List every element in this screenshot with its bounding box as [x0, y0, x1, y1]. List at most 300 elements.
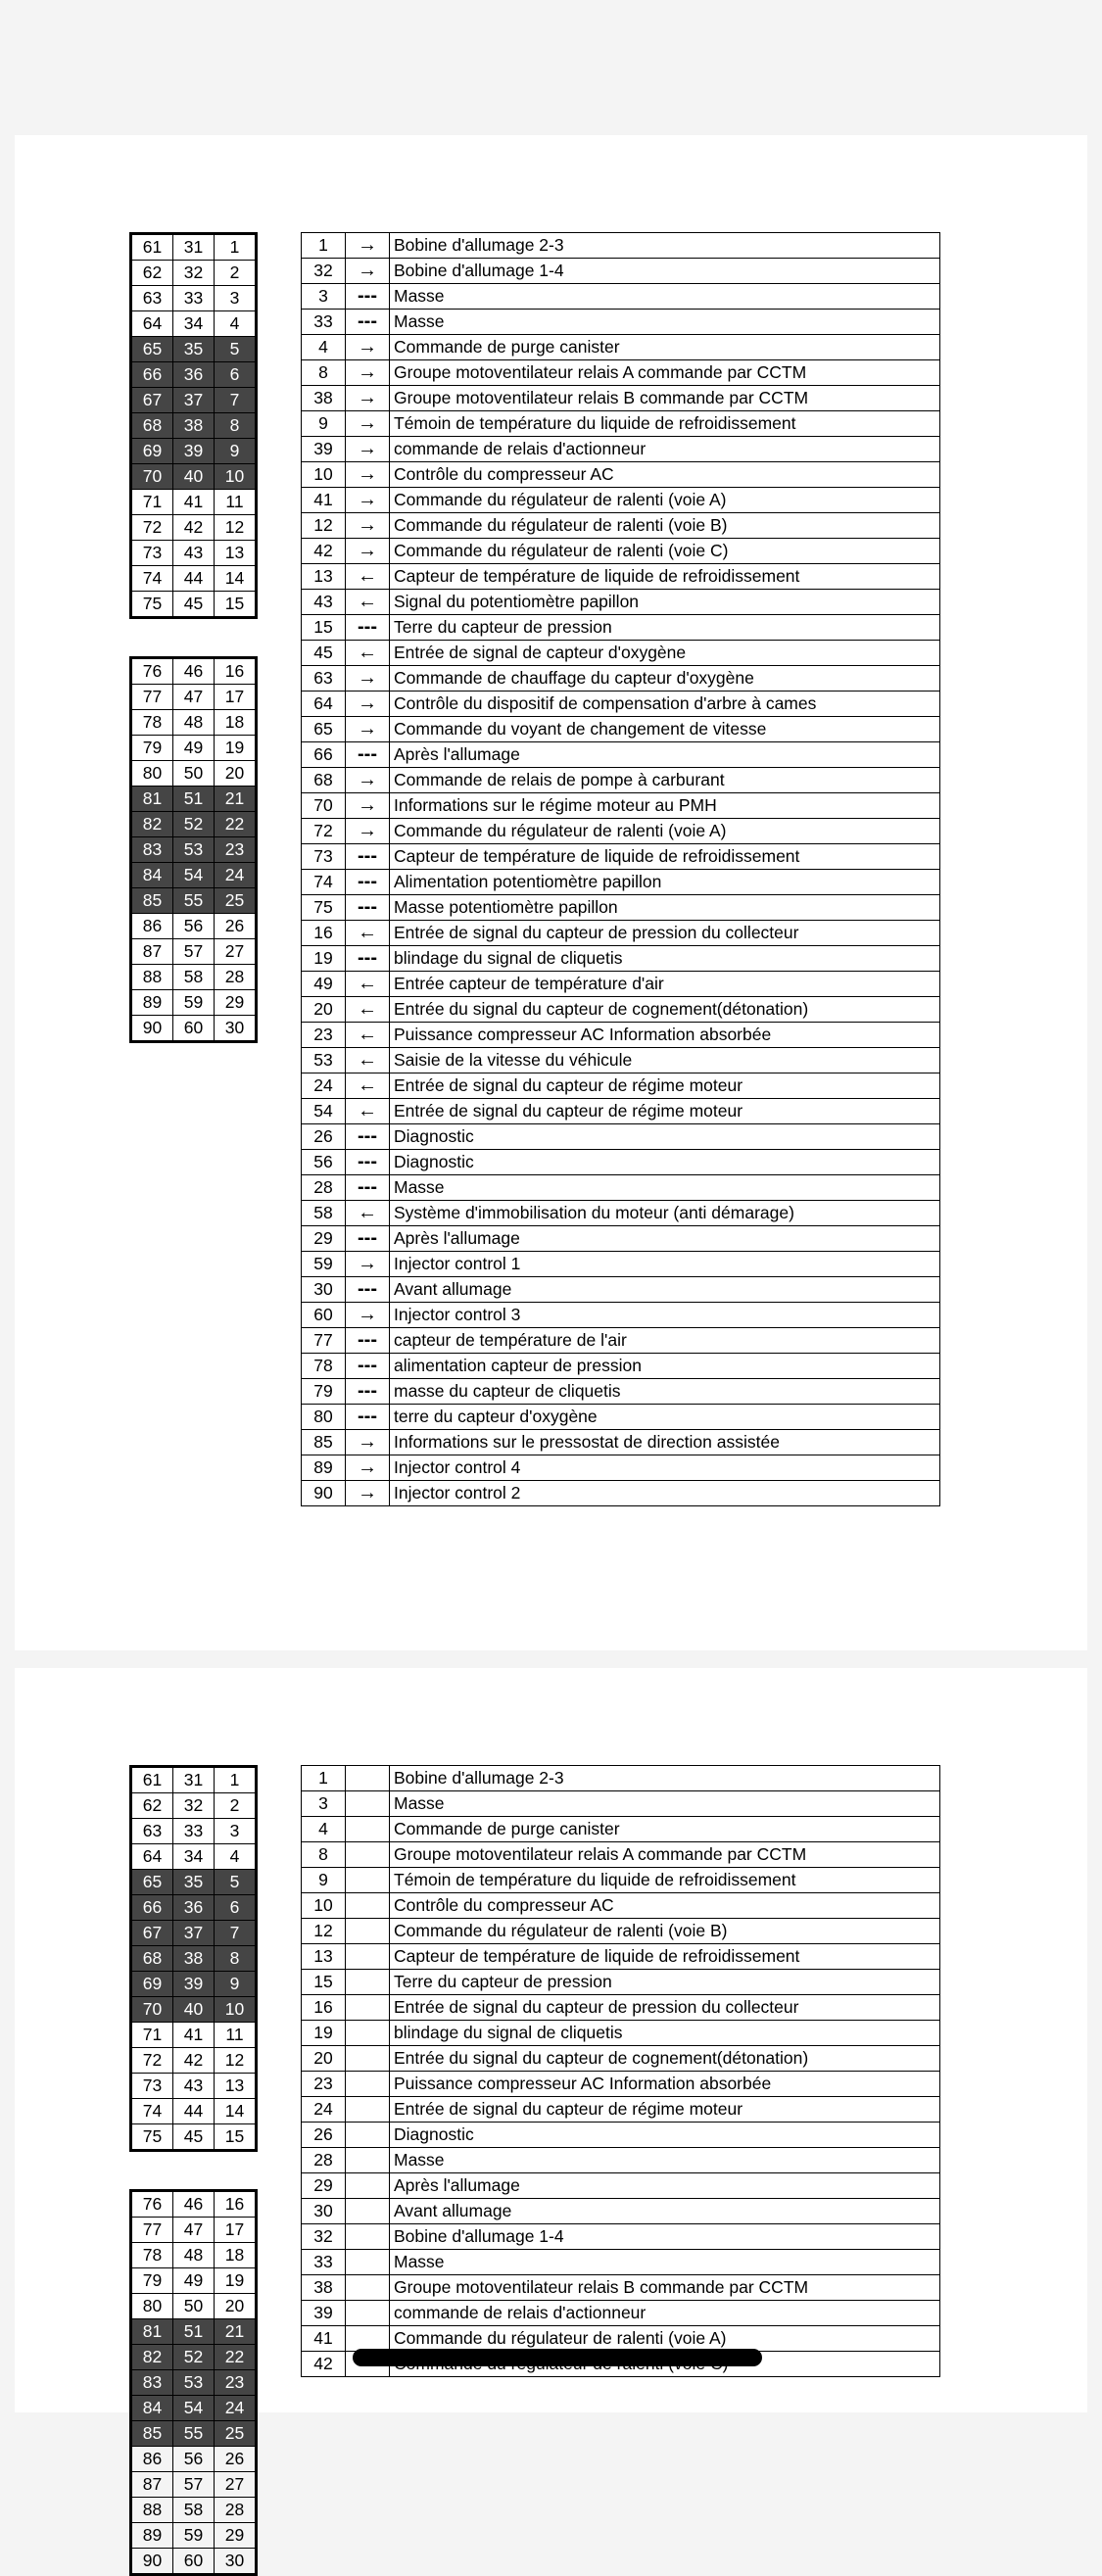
signal-direction-cell: ← — [346, 1023, 390, 1048]
pin-description-cell: blindage du signal de cliquetis — [390, 946, 940, 972]
pin-number-cell: 21 — [215, 2319, 257, 2345]
pin-number-cell: 25 — [215, 2421, 257, 2447]
pin-number-cell: 60 — [173, 1016, 215, 1042]
pin-function-table-sorted — [301, 1765, 940, 2377]
signal-direction-cell: --- — [346, 895, 390, 921]
pin-number-cell: 15 — [215, 592, 257, 618]
signal-direction-cell — [346, 2250, 390, 2275]
pin-number-cell: 47 — [173, 2218, 215, 2243]
signal-direction-cell: --- — [346, 310, 390, 335]
pin-description-cell: Témoin de température du liquide de refroidissement — [390, 411, 940, 437]
signal-direction-cell: → — [346, 819, 390, 844]
pin-number-cell: 41 — [302, 2326, 346, 2352]
pin-number-cell: 43 — [302, 590, 346, 615]
pin-number-cell: 24 — [302, 1073, 346, 1099]
pin-number-cell: 54 — [173, 2396, 215, 2421]
pin-number-cell: 4 — [215, 311, 257, 337]
table-row — [302, 2301, 940, 2326]
pin-number-cell: 49 — [173, 2268, 215, 2294]
pin-row — [131, 2447, 257, 2472]
table-row — [302, 1919, 940, 1944]
table-row — [302, 2199, 940, 2224]
pin-row — [131, 464, 257, 490]
pin-number-cell: 85 — [131, 888, 173, 914]
connector-pin-grid-bottom — [129, 2189, 258, 2576]
pin-number-cell: 76 — [131, 2191, 173, 2218]
pin-description-cell: Bobine d'allumage 1-4 — [390, 259, 940, 284]
pin-row — [131, 939, 257, 965]
table-row — [302, 1405, 940, 1430]
signal-direction-cell: --- — [346, 1354, 390, 1379]
pin-number-cell: 58 — [173, 965, 215, 990]
pin-number-cell: 8 — [302, 360, 346, 386]
signal-direction-cell — [346, 1944, 390, 1970]
pin-row — [131, 1946, 257, 1972]
pin-number-cell: 24 — [302, 2097, 346, 2123]
pin-number-cell: 19 — [215, 2268, 257, 2294]
pin-description-cell: Diagnostic — [390, 1124, 940, 1150]
pin-description-cell: Commande du régulateur de ralenti (voie B) — [390, 1919, 940, 1944]
pin-number-cell: 29 — [215, 990, 257, 1016]
signal-direction-cell — [346, 2021, 390, 2046]
table-row — [302, 1766, 940, 1791]
signal-direction-cell — [346, 2123, 390, 2148]
signal-direction-cell — [346, 1766, 390, 1791]
table-row — [302, 844, 940, 870]
pin-number-cell: 51 — [173, 2319, 215, 2345]
pin-description-cell: Masse — [390, 1791, 940, 1817]
signal-direction-cell: → — [346, 462, 390, 488]
pin-description-cell: Entrée de signal du capteur de régime moteur — [390, 1073, 940, 1099]
signal-direction-cell: → — [346, 539, 390, 564]
pin-number-cell: 33 — [302, 2250, 346, 2275]
pin-number-cell: 33 — [173, 1819, 215, 1844]
signal-direction-cell: --- — [346, 1405, 390, 1430]
pin-number-cell: 26 — [215, 914, 257, 939]
signal-direction-cell: → — [346, 1430, 390, 1455]
table-row — [302, 310, 940, 335]
pin-description-cell: Entrée de signal du capteur de pression du collecteur — [390, 1995, 940, 2021]
pin-number-cell: 72 — [131, 2048, 173, 2074]
pin-description-cell: Entrée du signal du capteur de cognement(détonation) — [390, 2046, 940, 2072]
pin-number-cell: 11 — [215, 2023, 257, 2048]
pin-number-cell: 10 — [215, 464, 257, 490]
pin-number-cell: 43 — [173, 541, 215, 566]
pin-number-cell: 3 — [302, 284, 346, 310]
signal-direction-cell: ← — [346, 997, 390, 1023]
pin-description-cell: Après l'allumage — [390, 2173, 940, 2199]
pin-number-cell: 10 — [302, 1893, 346, 1919]
table-row — [302, 2224, 940, 2250]
pin-description-cell: Commande du voyant de changement de vitesse — [390, 717, 940, 742]
table-row — [302, 1842, 940, 1868]
signal-direction-cell — [346, 2097, 390, 2123]
pin-row — [131, 1793, 257, 1819]
table-row — [302, 615, 940, 641]
pin-number-cell: 20 — [302, 997, 346, 1023]
pin-number-cell: 29 — [215, 2523, 257, 2549]
table-row — [302, 539, 940, 564]
pin-number-cell: 6 — [215, 1895, 257, 1921]
pin-number-cell: 74 — [131, 566, 173, 592]
pin-number-cell: 43 — [173, 2074, 215, 2099]
pin-number-cell: 47 — [173, 685, 215, 710]
pin-number-cell: 32 — [173, 1793, 215, 1819]
table-row — [302, 819, 940, 844]
pin-description-cell: Entrée de signal de capteur d'oxygène — [390, 641, 940, 666]
pin-number-cell: 51 — [173, 787, 215, 812]
pin-row — [131, 1016, 257, 1042]
pin-description-cell: Puissance compresseur AC Information absorbée — [390, 1023, 940, 1048]
signal-direction-cell: ← — [346, 1073, 390, 1099]
pin-row — [131, 658, 257, 685]
pin-row — [131, 736, 257, 761]
connector-pin-grid-top — [129, 232, 258, 619]
pin-number-cell: 1 — [215, 1767, 257, 1793]
table-row — [302, 742, 940, 768]
pin-description-cell: Masse — [390, 1175, 940, 1201]
pin-description-cell: Capteur de température de liquide de refroidissement — [390, 1944, 940, 1970]
pin-number-cell: 69 — [131, 1972, 173, 1997]
pin-number-cell: 36 — [173, 1895, 215, 1921]
pin-number-cell: 88 — [131, 965, 173, 990]
pin-number-cell: 45 — [173, 592, 215, 618]
pin-row — [131, 1972, 257, 1997]
pin-number-cell: 66 — [131, 1895, 173, 1921]
pin-description-cell: Commande de relais de pompe à carburant — [390, 768, 940, 793]
pin-number-cell: 35 — [173, 337, 215, 362]
pin-number-cell: 72 — [302, 819, 346, 844]
pin-number-cell: 5 — [215, 1870, 257, 1895]
pin-description-cell: Entrée du signal du capteur de cognement(détonation) — [390, 997, 940, 1023]
pin-description-cell: Commande de purge canister — [390, 335, 940, 360]
pin-number-cell: 59 — [302, 1252, 346, 1277]
pin-description-cell: Avant allumage — [390, 2199, 940, 2224]
pin-number-cell: 8 — [215, 1946, 257, 1972]
pin-number-cell: 21 — [215, 787, 257, 812]
pin-row — [131, 2421, 257, 2447]
table-row — [302, 1124, 940, 1150]
pin-number-cell: 24 — [215, 863, 257, 888]
pin-description-cell: blindage du signal de cliquetis — [390, 2021, 940, 2046]
pin-number-cell: 89 — [131, 990, 173, 1016]
pin-row — [131, 2294, 257, 2319]
pin-number-cell: 16 — [302, 921, 346, 946]
pin-number-cell: 62 — [131, 1793, 173, 1819]
pin-number-cell: 73 — [302, 844, 346, 870]
pin-number-cell: 87 — [131, 2472, 173, 2498]
pin-number-cell: 86 — [131, 914, 173, 939]
pin-description-cell: Contrôle du dispositif de compensation d'arbre à cames — [390, 692, 940, 717]
pin-number-cell: 12 — [302, 1919, 346, 1944]
pin-description-cell: Injector control 2 — [390, 1481, 940, 1506]
pin-number-cell: 45 — [302, 641, 346, 666]
pin-number-cell: 29 — [302, 1226, 346, 1252]
table-row — [302, 2123, 940, 2148]
signal-direction-cell: ← — [346, 1048, 390, 1073]
signal-direction-cell — [346, 1842, 390, 1868]
pin-number-cell: 39 — [173, 1972, 215, 1997]
pin-number-cell: 70 — [302, 793, 346, 819]
signal-direction-cell: --- — [346, 1226, 390, 1252]
pin-description-cell: Groupe motoventilateur relais A commande par CCTM — [390, 360, 940, 386]
signal-direction-cell: --- — [346, 742, 390, 768]
pin-number-cell: 80 — [131, 761, 173, 787]
pin-number-cell: 18 — [215, 2243, 257, 2268]
table-row — [302, 411, 940, 437]
signal-direction-cell: --- — [346, 615, 390, 641]
signal-direction-cell: → — [346, 386, 390, 411]
pin-description-cell: Système d'immobilisation du moteur (anti démarage) — [390, 1201, 940, 1226]
pin-number-cell: 90 — [302, 1481, 346, 1506]
pin-number-cell: 78 — [302, 1354, 346, 1379]
pin-number-cell: 77 — [302, 1328, 346, 1354]
pin-row — [131, 2549, 257, 2575]
pin-number-cell: 26 — [215, 2447, 257, 2472]
pin-number-cell: 69 — [131, 439, 173, 464]
pin-number-cell: 42 — [302, 2352, 346, 2377]
pin-row — [131, 2498, 257, 2523]
signal-direction-cell: ← — [346, 1201, 390, 1226]
pin-number-cell: 64 — [302, 692, 346, 717]
table-row — [302, 259, 940, 284]
pin-number-cell: 39 — [302, 2301, 346, 2326]
signal-direction-cell — [346, 2173, 390, 2199]
pin-number-cell: 39 — [173, 439, 215, 464]
table-row — [302, 1099, 940, 1124]
signal-direction-cell: → — [346, 411, 390, 437]
pin-number-cell: 79 — [302, 1379, 346, 1405]
signal-direction-cell — [346, 1893, 390, 1919]
pin-number-cell: 28 — [215, 965, 257, 990]
pin-description-cell: Après l'allumage — [390, 1226, 940, 1252]
pin-description-cell: Terre du capteur de pression — [390, 615, 940, 641]
pin-number-cell: 37 — [173, 388, 215, 413]
pin-number-cell: 72 — [131, 515, 173, 541]
signal-direction-cell: --- — [346, 284, 390, 310]
pin-number-cell: 9 — [215, 439, 257, 464]
pin-number-cell: 61 — [131, 234, 173, 261]
pin-number-cell: 12 — [215, 2048, 257, 2074]
pin-number-cell: 53 — [302, 1048, 346, 1073]
pin-number-cell: 59 — [173, 2523, 215, 2549]
pin-number-cell: 8 — [215, 413, 257, 439]
pin-description-cell: Groupe motoventilateur relais A commande par CCTM — [390, 1842, 940, 1868]
pin-number-cell: 30 — [302, 2199, 346, 2224]
pin-number-cell: 80 — [131, 2294, 173, 2319]
pin-number-cell: 16 — [215, 658, 257, 685]
pin-number-cell: 44 — [173, 2099, 215, 2124]
pin-number-cell: 28 — [302, 1175, 346, 1201]
pin-number-cell: 58 — [173, 2498, 215, 2523]
pin-number-cell: 5 — [215, 337, 257, 362]
pin-description-cell: Commande de purge canister — [390, 1817, 940, 1842]
pin-row — [131, 337, 257, 362]
pin-number-cell: 34 — [173, 311, 215, 337]
pin-number-cell: 82 — [131, 2345, 173, 2370]
pin-number-cell: 41 — [173, 490, 215, 515]
pin-number-cell: 40 — [173, 464, 215, 490]
pin-row — [131, 2099, 257, 2124]
pin-number-cell: 7 — [215, 1921, 257, 1946]
pin-number-cell: 7 — [215, 388, 257, 413]
pin-number-cell: 75 — [131, 592, 173, 618]
pin-description-cell: Terre du capteur de pression — [390, 1970, 940, 1995]
pin-number-cell: 71 — [131, 2023, 173, 2048]
pin-row — [131, 990, 257, 1016]
pin-description-cell: Informations sur le pressostat de direction assistée — [390, 1430, 940, 1455]
pin-row — [131, 1819, 257, 1844]
pin-number-cell: 65 — [131, 337, 173, 362]
pin-number-cell: 42 — [173, 515, 215, 541]
pin-row — [131, 286, 257, 311]
pin-number-cell: 3 — [215, 1819, 257, 1844]
signal-direction-cell: → — [346, 437, 390, 462]
pin-description-cell: Masse — [390, 2250, 940, 2275]
pin-number-cell: 19 — [302, 2021, 346, 2046]
pin-number-cell: 15 — [302, 1970, 346, 1995]
pin-description-cell: Diagnostic — [390, 1150, 940, 1175]
pin-number-cell: 20 — [215, 761, 257, 787]
signal-direction-cell: ← — [346, 564, 390, 590]
signal-direction-cell: → — [346, 768, 390, 793]
pin-row — [131, 2124, 257, 2151]
pin-number-cell: 28 — [302, 2148, 346, 2173]
pin-number-cell: 6 — [215, 362, 257, 388]
pin-number-cell: 14 — [215, 566, 257, 592]
signal-direction-cell: → — [346, 1252, 390, 1277]
pin-number-cell: 23 — [302, 1023, 346, 1048]
pin-description-cell: Entrée de signal du capteur de régime moteur — [390, 1099, 940, 1124]
pin-row — [131, 261, 257, 286]
signal-direction-cell: → — [346, 360, 390, 386]
pin-description-cell: Commande du régulateur de ralenti (voie A) — [390, 819, 940, 844]
table-row — [302, 2046, 940, 2072]
pin-number-cell: 85 — [131, 2421, 173, 2447]
pin-number-cell: 50 — [173, 761, 215, 787]
pin-number-cell: 79 — [131, 736, 173, 761]
table-row — [302, 2275, 940, 2301]
pin-number-cell: 1 — [302, 1766, 346, 1791]
pin-number-cell: 22 — [215, 812, 257, 837]
pin-number-cell: 57 — [173, 2472, 215, 2498]
pin-number-cell: 38 — [302, 386, 346, 411]
signal-direction-cell — [346, 2148, 390, 2173]
signal-direction-cell: → — [346, 233, 390, 259]
signal-direction-cell: ← — [346, 921, 390, 946]
table-row — [302, 1048, 940, 1073]
pin-number-cell: 63 — [302, 666, 346, 692]
pin-number-cell: 4 — [302, 335, 346, 360]
pin-number-cell: 45 — [173, 2124, 215, 2151]
pin-number-cell: 14 — [215, 2099, 257, 2124]
signal-direction-cell: → — [346, 513, 390, 539]
table-row — [302, 2072, 940, 2097]
pin-description-cell: Commande de chauffage du capteur d'oxygène — [390, 666, 940, 692]
table-row — [302, 997, 940, 1023]
pin-description-cell: Capteur de température de liquide de refroidissement — [390, 844, 940, 870]
table-row — [302, 1970, 940, 1995]
signal-direction-cell: ← — [346, 590, 390, 615]
pin-number-cell: 9 — [302, 411, 346, 437]
pin-number-cell: 83 — [131, 837, 173, 863]
table-row — [302, 1995, 940, 2021]
pin-row — [131, 863, 257, 888]
pin-number-cell: 1 — [215, 234, 257, 261]
pin-number-cell: 89 — [302, 1455, 346, 1481]
signal-direction-cell: ← — [346, 972, 390, 997]
connector-pin-grid-top — [129, 1765, 258, 2152]
pin-row — [131, 2523, 257, 2549]
pin-number-cell: 4 — [215, 1844, 257, 1870]
table-row — [302, 793, 940, 819]
pin-number-cell: 67 — [131, 1921, 173, 1946]
pin-number-cell: 56 — [302, 1150, 346, 1175]
pin-description-cell: Contrôle du compresseur AC — [390, 1893, 940, 1919]
pin-number-cell: 56 — [173, 2447, 215, 2472]
pin-number-cell: 77 — [131, 685, 173, 710]
pin-number-cell: 22 — [215, 2345, 257, 2370]
pin-number-cell: 17 — [215, 2218, 257, 2243]
pin-number-cell: 33 — [302, 310, 346, 335]
pin-description-cell: Bobine d'allumage 1-4 — [390, 2224, 940, 2250]
pin-number-cell: 12 — [215, 515, 257, 541]
signal-direction-cell — [346, 2224, 390, 2250]
table-row — [302, 233, 940, 259]
pin-row — [131, 566, 257, 592]
pin-number-cell: 75 — [131, 2124, 173, 2151]
document-page-1 — [15, 135, 1087, 1650]
pin-row — [131, 234, 257, 261]
pin-number-cell: 32 — [302, 2224, 346, 2250]
pin-row — [131, 388, 257, 413]
pin-row — [131, 761, 257, 787]
table-row — [302, 768, 940, 793]
table-row — [302, 1817, 940, 1842]
pin-description-cell: masse du capteur de cliquetis — [390, 1379, 940, 1405]
pin-number-cell: 64 — [131, 1844, 173, 1870]
pin-number-cell: 90 — [131, 1016, 173, 1042]
pin-description-cell: Commande du régulateur de ralenti (voie C) — [390, 539, 940, 564]
pin-row — [131, 888, 257, 914]
pin-row — [131, 710, 257, 736]
pin-number-cell: 68 — [131, 413, 173, 439]
pin-number-cell: 28 — [215, 2498, 257, 2523]
signal-direction-cell: → — [346, 1455, 390, 1481]
signal-direction-cell: --- — [346, 946, 390, 972]
pin-number-cell: 74 — [302, 870, 346, 895]
pin-number-cell: 57 — [173, 939, 215, 965]
signal-direction-cell — [346, 2046, 390, 2072]
pin-description-cell: Entrée de signal du capteur de régime moteur — [390, 2097, 940, 2123]
pin-number-cell: 79 — [131, 2268, 173, 2294]
pin-number-cell: 24 — [215, 2396, 257, 2421]
pin-row — [131, 2319, 257, 2345]
pin-row — [131, 439, 257, 464]
pin-number-cell: 61 — [131, 1767, 173, 1793]
signal-direction-cell: → — [346, 1481, 390, 1506]
table-row — [302, 2097, 940, 2123]
pin-number-cell: 77 — [131, 2218, 173, 2243]
pin-number-cell: 34 — [173, 1844, 215, 1870]
pin-description-cell: alimentation capteur de pression — [390, 1354, 940, 1379]
pin-row — [131, 1767, 257, 1793]
pin-number-cell: 54 — [302, 1099, 346, 1124]
pin-number-cell: 15 — [215, 2124, 257, 2151]
pin-number-cell: 37 — [173, 1921, 215, 1946]
pin-number-cell: 48 — [173, 710, 215, 736]
pin-number-cell: 3 — [302, 1791, 346, 1817]
